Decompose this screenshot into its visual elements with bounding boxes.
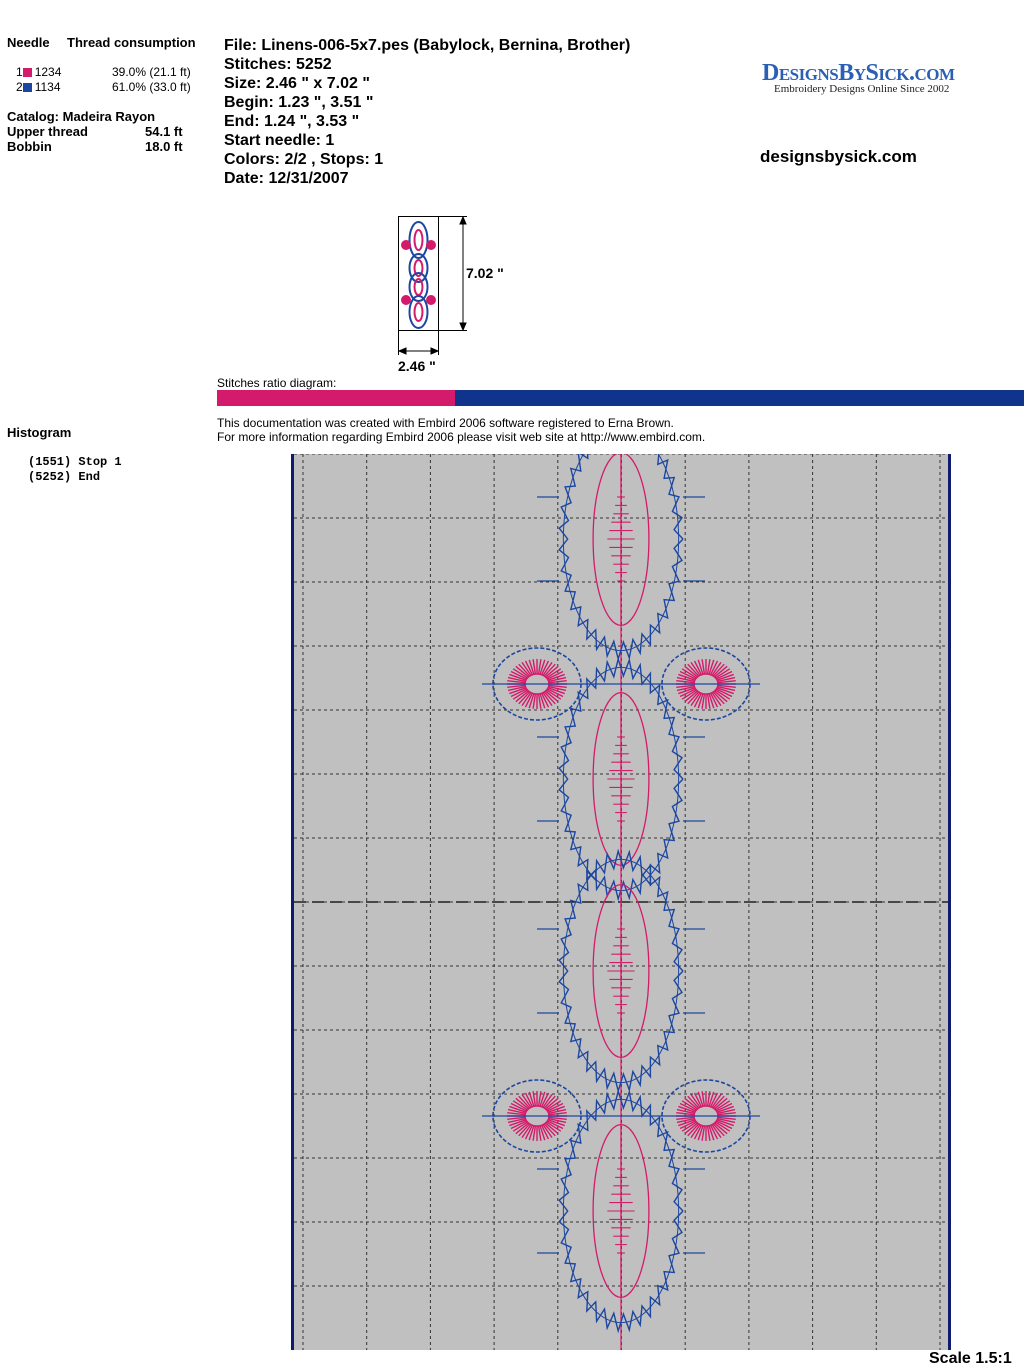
bobbin-label: Bobbin bbox=[7, 139, 52, 154]
design-date: Date: 12/31/2007 bbox=[224, 170, 349, 187]
begin-point: Begin: 1.23 ", 3.51 " bbox=[224, 94, 374, 111]
histogram-entry bbox=[28, 470, 100, 484]
thread-row bbox=[16, 80, 216, 95]
histogram-label: End bbox=[78, 470, 101, 484]
stitch-preview-canvas bbox=[294, 454, 948, 1350]
design-size: Size: 2.46 " x 7.02 " bbox=[224, 75, 370, 92]
file-name: File: Linens-006-5x7.pes (Babylock, Bernina, Brother) bbox=[224, 37, 631, 54]
histogram-entry bbox=[28, 455, 122, 469]
needle-number: 1 bbox=[16, 65, 23, 79]
bobbin-value: 18.0 ft bbox=[145, 139, 183, 154]
thread-consumption-value: 61.0% (33.0 ft) bbox=[112, 80, 191, 94]
start-needle: Start needle: 1 bbox=[224, 132, 335, 149]
histogram-count: (5252) bbox=[28, 470, 72, 484]
design-thumbnail bbox=[395, 212, 515, 374]
software-notice-line2: For more information regarding Embird 2006 please visit web site at http://www.embird.com. bbox=[217, 430, 706, 444]
stitches-ratio-bar bbox=[217, 390, 1024, 406]
needle-header: Needle bbox=[7, 35, 50, 50]
thread-consumption-header: Thread consumption bbox=[67, 35, 196, 50]
catalog-label: Catalog: Madeira Rayon bbox=[7, 109, 156, 124]
ratio-segment-color-2 bbox=[455, 390, 1024, 406]
stitch-count: Stitches: 5252 bbox=[224, 56, 332, 73]
upper-thread-label: Upper thread bbox=[7, 124, 88, 139]
height-dimension-label: 7.02 " bbox=[466, 265, 504, 281]
ratio-label: Stitches ratio diagram: bbox=[217, 376, 337, 390]
thread-row bbox=[16, 65, 216, 80]
color-swatch bbox=[23, 68, 32, 77]
ratio-segment-color-1 bbox=[217, 390, 455, 406]
width-dimension-label: 2.46 " bbox=[398, 358, 436, 374]
thread-code: 1134 bbox=[34, 80, 61, 94]
histogram-label: Stop 1 bbox=[78, 455, 122, 469]
needle-number: 2 bbox=[16, 80, 23, 94]
design-preview bbox=[291, 454, 951, 1350]
software-notice-line1: This documentation was created with Embird 2006 software registered to Erna Brown. bbox=[217, 416, 674, 430]
brand-logo bbox=[762, 60, 955, 95]
scale-label: Scale 1.5:1 bbox=[929, 1350, 1012, 1367]
upper-thread-value: 54.1 ft bbox=[145, 124, 183, 139]
colors-stops: Colors: 2/2 , Stops: 1 bbox=[224, 151, 384, 168]
thread-consumption-value: 39.0% (21.1 ft) bbox=[112, 65, 191, 79]
logo-tagline: Embroidery Designs Online Since 2002 bbox=[774, 83, 950, 95]
site-name: designsbysick.com bbox=[760, 147, 917, 166]
design-info bbox=[224, 36, 630, 188]
logo-wordmark: DesignsBySick.com bbox=[762, 60, 955, 86]
color-swatch bbox=[23, 83, 32, 92]
thread-code: 1234 bbox=[34, 65, 62, 79]
histogram-title: Histogram bbox=[7, 425, 72, 440]
end-point: End: 1.24 ", 3.53 " bbox=[224, 113, 360, 130]
histogram-count: (1551) bbox=[28, 455, 72, 469]
